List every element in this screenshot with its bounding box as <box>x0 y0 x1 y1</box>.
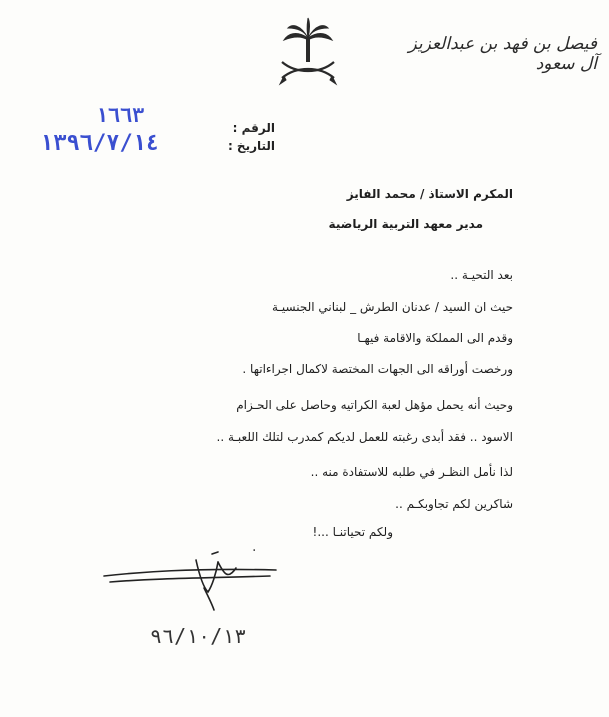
pen-mark: · <box>252 543 257 559</box>
handwritten-signature <box>100 548 280 618</box>
signature-date: ٩٦/١٠/١٣ <box>150 624 247 648</box>
paragraph-1-line-3: ورخصت أوراقه الى الجهات المختصة لاكمال اجراءاتها . <box>242 362 513 376</box>
recipient-line-2: مدير معهد التربية الرياضية <box>328 217 483 231</box>
paragraph-2-line-1: وحيث أنه يحمل مؤهل لعبة الكراتيه وحاصل على الحـزام <box>236 398 513 412</box>
request-line: لذا نأمل النظـر في طلبه للاستفادة منه .. <box>310 465 513 479</box>
handwritten-reference-number: ١٦٦٣ <box>96 103 145 127</box>
number-label: الرقم : <box>232 121 275 135</box>
paragraph-2-line-2: الاسود .. فقد أبدى رغبته للعمل لديكم كمدرب لتلك اللعبـة .. <box>216 430 513 444</box>
saudi-emblem-icon <box>276 16 340 96</box>
paragraph-1-line-2: وقدم الى المملكة والاقامة فيهـا <box>357 331 513 345</box>
recipient-line-1: المكرم الاستاذ / محمد الفايز <box>346 187 513 201</box>
letterhead-signature-text: فيصل بن فهد بن عبدالعزيز آل سعود <box>408 34 597 74</box>
date-label: التاريخ : <box>227 139 275 153</box>
closing-line: ولكم تحياتنـا ...! <box>312 525 393 539</box>
greeting: بعد التحيـة .. <box>450 268 513 282</box>
thanks-line: شاكرين لكم تجاوبكـم .. <box>395 497 513 511</box>
handwritten-date: ١٣٩٦/٧/١٤ <box>40 131 160 156</box>
paragraph-1-line-1: حيث ان السيد / عدنان الطرش _ لبناني الجنسيـة <box>271 300 513 314</box>
